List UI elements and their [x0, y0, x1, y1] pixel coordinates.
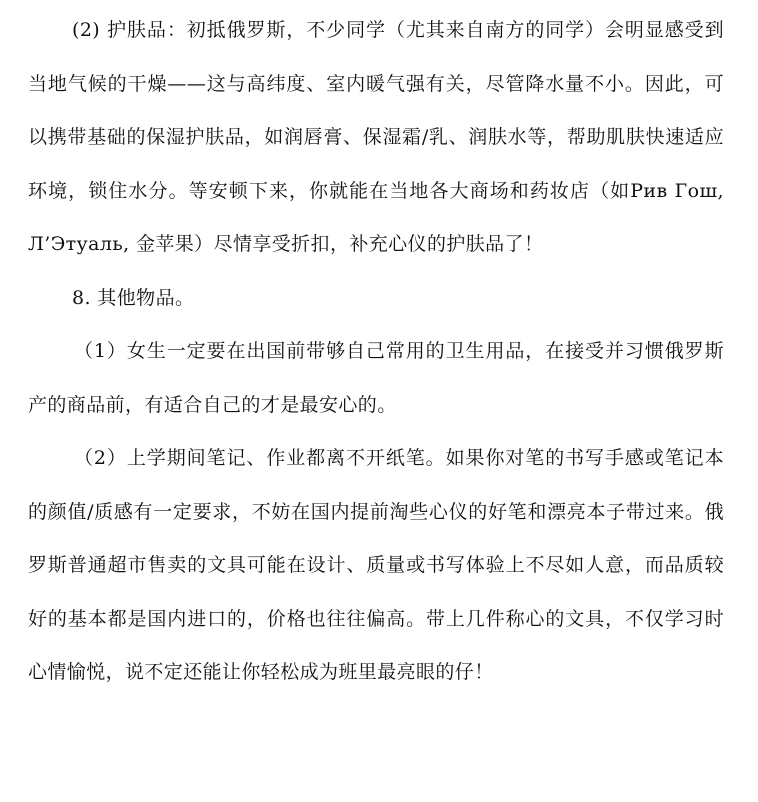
paragraph-hygiene-products: （1）女生一定要在出国前带够自己常用的卫生用品，在接受并习惯俄罗斯产的商品前，有适合自己的才是最安心的。: [28, 340, 724, 416]
paragraph-stationery: （2）上学期间笔记、作业都离不开纸笔。如果你对笔的书写手感或笔记本的颜值/质感有一定要求，不妨在国内提前淘些心仪的好笔和漂亮本子带过来。俄罗斯普通超市售卖的文具可能在设计、质量或书写体验上不尽如人意，而品质较好的基本都是国内进口的，价格也往往偏高。带上几件称心的文具，不仅学习时心情愉悦，说不定还能让你轻松成为班里最亮眼的仔！: [28, 447, 724, 683]
section-heading-other-items: 8. 其他物品。: [72, 286, 195, 309]
paragraph-skincare: (2) 护肤品：初抵俄罗斯，不少同学（尤其来自南方的同学）会明显感受到当地气候的干燥——这与高纬度、室内暖气强有关，尽管降水量不小。因此，可以携带基础的保湿护肤品，如润唇膏、保湿霜/乳、润肤水等，帮助肌肤快速适应环境，锁住水分。等安顿下来，你就能在当地各大商场和药妆店（如Рив Гош, Л’Этуаль, 金苹果）尽情享受折扣，补充心仪的护肤品了！: [28, 19, 724, 255]
